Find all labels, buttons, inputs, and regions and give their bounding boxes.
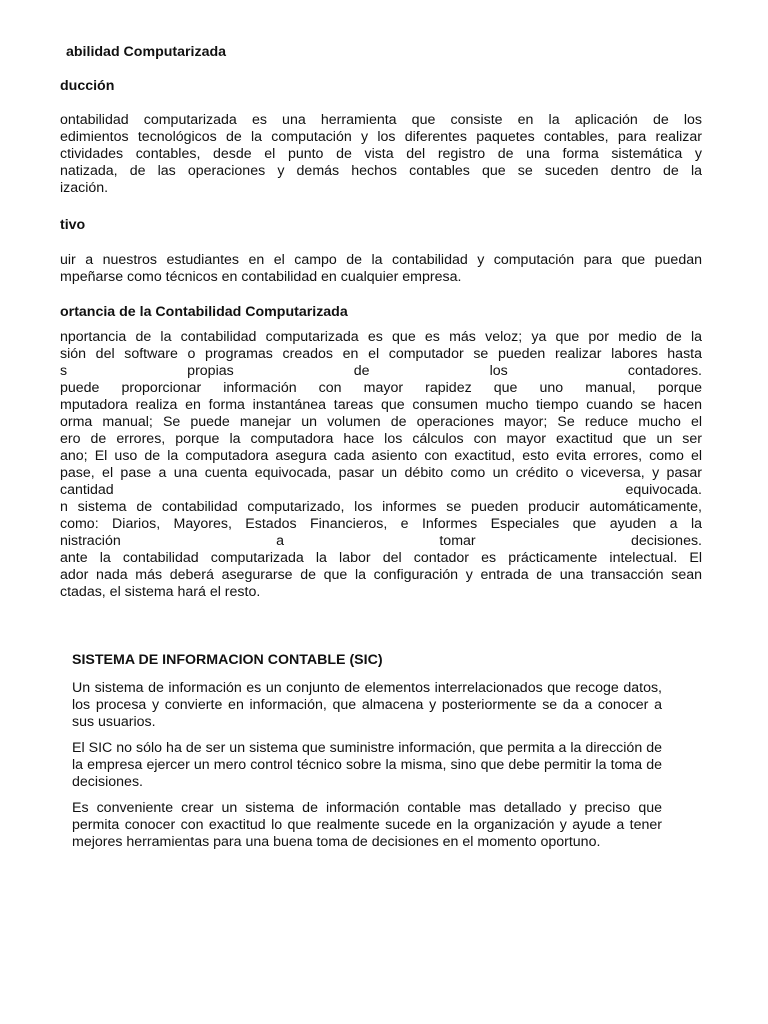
- importance-line: ctadas, el sistema hará el resto.: [60, 584, 261, 600]
- intro-line: ctividades contables, desde el punto de vista del registro de una forma sistemática y: [60, 146, 702, 162]
- intro-line: edimientos tecnológicos de la computación y los diferentes paquetes contables, para realizar: [60, 129, 702, 145]
- intro-line: natizada, de las operaciones y demás hechos contables que se suceden dentro de la: [60, 163, 702, 179]
- importance-paragraph: [60, 329, 702, 601]
- importance-line: nistración a tomar decisiones.: [60, 533, 702, 549]
- sic-paragraph: El SIC no sólo ha de ser un sistema que suministre información, que permita a la dirección de la empresa ejercer un mero control técnico sobre la misma, sino que debe permitir la toma de decisiones.: [72, 740, 662, 790]
- sic-heading: SISTEMA DE INFORMACION CONTABLE (SIC): [72, 652, 383, 668]
- importance-line: ano; El uso de la computadora asegura cada asiento con exactitud, esto evita errores, como el: [60, 448, 702, 464]
- importance-line: mputadora realiza en forma instantánea tareas que consumen mucho tiempo cuando se hacen: [60, 397, 702, 413]
- intro-heading: ducción: [60, 78, 115, 94]
- importance-line: puede proporcionar información con mayor rapidez que uno manual, porque: [60, 380, 702, 396]
- importance-line: nportancia de la contabilidad computarizada es que es más veloz; ya que por medio de la: [60, 329, 702, 345]
- objective-heading: tivo: [60, 217, 86, 233]
- importance-line: ero de errores, porque la computadora hace los cálculos con mayor exactitud que un ser: [60, 431, 702, 447]
- importance-line: ador nada más deberá asegurarse de que la configuración y entrada de una transacción sean: [60, 567, 702, 583]
- importance-line: como: Diarios, Mayores, Estados Financieros, e Informes Especiales que ayuden a la: [60, 516, 702, 532]
- importance-line: s propias de los contadores.: [60, 363, 702, 379]
- document-title: abilidad Computarizada: [66, 44, 227, 60]
- sic-section: [72, 652, 662, 860]
- objective-line: mpeñarse como técnicos en contabilidad en cualquier empresa.: [60, 269, 462, 285]
- intro-line: ontabilidad computarizada es una herramienta que consiste en la aplicación de los: [60, 112, 702, 128]
- importance-line: n sistema de contabilidad computarizado, los informes se pueden producir automáticamente,: [60, 499, 702, 515]
- importance-line: ante la contabilidad computarizada la labor del contador es prácticamente intelectual. El: [60, 550, 702, 566]
- importance-line: orma manual; Se puede manejar un volumen de operaciones mayor; Se reduce mucho el: [60, 414, 702, 430]
- importance-line: cantidad equivocada.: [60, 482, 702, 498]
- importance-line: pase, el pase a una cuenta equivocada, pasar un débito como un crédito o viceversa, y pasar: [60, 465, 702, 481]
- importance-heading: ortancia de la Contabilidad Computarizada: [60, 304, 348, 320]
- sic-paragraph: Un sistema de información es un conjunto de elementos interrelacionados que recoge datos, los procesa y convierte en información, que almacena y posteriormente se da a conocer a sus usuarios.: [72, 680, 662, 730]
- importance-line: sión del software o programas creados en el computador se pueden realizar labores hasta: [60, 346, 702, 362]
- objective-paragraph: [60, 252, 702, 286]
- intro-line: ización.: [60, 180, 109, 196]
- sic-paragraph: Es conveniente crear un sistema de información contable mas detallado y preciso que permita conocer con exactitud lo que realmente sucede en la organización y ayude a tener mejores herramientas para una buena toma de decisiones en el momento oportuno.: [72, 800, 662, 850]
- objective-line: uir a nuestros estudiantes en el campo de la contabilidad y computación para que puedan: [60, 252, 702, 268]
- intro-paragraph: [60, 112, 702, 197]
